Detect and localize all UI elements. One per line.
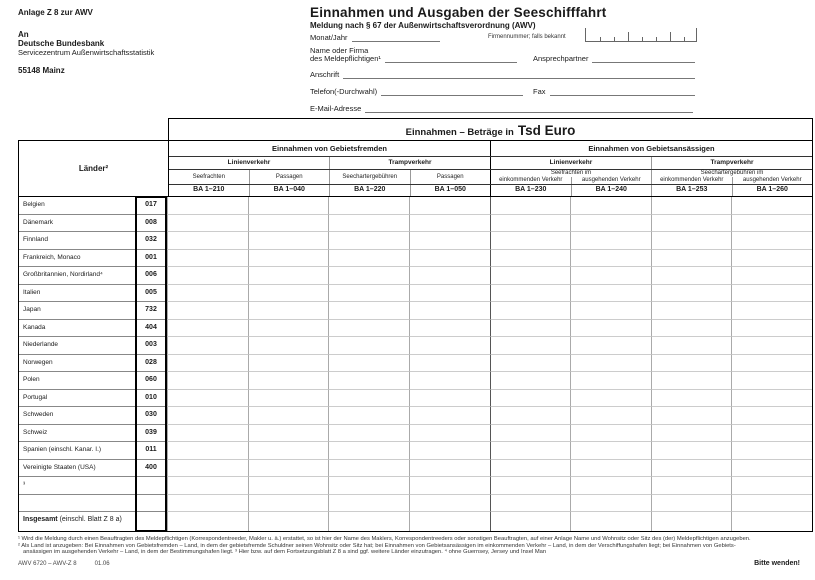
data-cell[interactable] <box>248 267 329 285</box>
col-group-seefrachten-im: Seefrachten im <box>550 170 592 176</box>
table-title <box>169 119 812 141</box>
data-cell[interactable] <box>409 495 490 513</box>
data-cell[interactable] <box>570 407 651 425</box>
data-cell[interactable] <box>651 442 732 460</box>
country-code: 028 <box>135 355 167 373</box>
data-cell[interactable] <box>490 390 571 408</box>
table-row <box>19 302 812 320</box>
data-cell[interactable] <box>570 197 651 215</box>
data-cell[interactable] <box>731 197 812 215</box>
data-cell[interactable] <box>248 250 329 268</box>
data-cell[interactable] <box>167 390 248 408</box>
table-row <box>19 337 812 355</box>
total-cell[interactable] <box>328 512 409 531</box>
country-code: 010 <box>135 390 167 408</box>
country-code <box>135 477 167 495</box>
data-cell[interactable] <box>248 390 329 408</box>
country-name: Japan <box>19 302 135 320</box>
country-name: Schweiz <box>19 425 135 443</box>
table-header <box>168 118 813 197</box>
data-cell[interactable] <box>167 267 248 285</box>
data-cell[interactable] <box>570 355 651 373</box>
data-cell[interactable] <box>490 197 571 215</box>
data-cell[interactable] <box>167 250 248 268</box>
table-row <box>19 495 812 513</box>
data-cell[interactable] <box>328 337 409 355</box>
data-cell[interactable] <box>490 250 571 268</box>
data-cell[interactable] <box>651 232 732 250</box>
data-cell[interactable] <box>409 285 490 303</box>
table-row <box>19 425 812 443</box>
country-code: 006 <box>135 267 167 285</box>
data-cell[interactable] <box>248 320 329 338</box>
country-name: Spanien (einschl. Kanar. I.) <box>19 442 135 460</box>
contact-label: Ansprechpartner <box>533 54 589 63</box>
mode-liner-right: Linienverkehr <box>549 159 593 166</box>
data-cell[interactable] <box>731 460 812 478</box>
country-name: Belgien <box>19 197 135 215</box>
firm-number-label: Firmennummer; falls bekannt <box>488 34 566 40</box>
col-incoming-tramp: einkommenden Verkehr <box>660 177 724 183</box>
data-cell[interactable] <box>409 355 490 373</box>
page-subtitle: Meldung nach § 67 der Außenwirtschaftsverordnung (AWV) <box>310 21 536 30</box>
data-cell[interactable] <box>490 285 571 303</box>
data-cell[interactable] <box>731 355 812 373</box>
mode-liner-left: Linienverkehr <box>227 159 271 166</box>
countries-column-header: Länder² <box>18 140 168 197</box>
country-code: 400 <box>135 460 167 478</box>
data-cell[interactable] <box>570 232 651 250</box>
data-cell[interactable] <box>409 337 490 355</box>
data-cell[interactable] <box>570 372 651 390</box>
data-cell[interactable] <box>731 390 812 408</box>
data-cell[interactable] <box>570 302 651 320</box>
country-code: 032 <box>135 232 167 250</box>
data-cell[interactable] <box>248 355 329 373</box>
data-cell[interactable] <box>570 267 651 285</box>
table-row <box>19 372 812 390</box>
contact-row <box>533 54 695 63</box>
data-cell[interactable] <box>731 232 812 250</box>
data-cell[interactable] <box>490 215 571 233</box>
addressee-city: 55148 Mainz <box>18 66 65 75</box>
data-cell[interactable] <box>570 285 651 303</box>
data-cell[interactable] <box>651 215 732 233</box>
data-cell[interactable] <box>409 197 490 215</box>
data-cell[interactable] <box>651 372 732 390</box>
data-cell[interactable] <box>167 442 248 460</box>
data-cell[interactable] <box>731 477 812 495</box>
data-cell[interactable] <box>328 407 409 425</box>
data-cell[interactable] <box>328 460 409 478</box>
total-cell[interactable] <box>167 512 248 531</box>
data-cell[interactable] <box>409 302 490 320</box>
data-cell[interactable] <box>651 495 732 513</box>
data-cell[interactable] <box>328 215 409 233</box>
data-cell[interactable] <box>167 232 248 250</box>
ba-code-2: BA 1–040 <box>249 185 330 196</box>
col-group-charter-im: Seechartergebühren im <box>700 170 764 176</box>
data-cell[interactable] <box>731 495 812 513</box>
total-cell[interactable] <box>409 512 490 531</box>
ba-code-3: BA 1–220 <box>329 185 410 196</box>
data-cell[interactable] <box>409 442 490 460</box>
data-cell[interactable] <box>651 425 732 443</box>
name-label-line2: des Meldepflichtigen¹ <box>310 54 381 63</box>
annex-label: Anlage Z 8 zur AWV <box>18 8 93 17</box>
total-cell[interactable] <box>651 512 732 531</box>
data-cell[interactable] <box>328 197 409 215</box>
data-cell[interactable] <box>167 407 248 425</box>
data-cell[interactable] <box>651 250 732 268</box>
table-row <box>19 215 812 233</box>
table-row <box>19 267 812 285</box>
mode-tramp-right: Trampverkehr <box>651 157 812 169</box>
report-table <box>18 118 813 531</box>
table-body <box>18 197 813 532</box>
data-cell[interactable] <box>328 425 409 443</box>
data-cell[interactable] <box>248 302 329 320</box>
data-cell[interactable] <box>731 407 812 425</box>
fax-row <box>533 87 695 96</box>
data-cell[interactable] <box>570 442 651 460</box>
data-cell[interactable] <box>651 407 732 425</box>
data-cell[interactable] <box>167 215 248 233</box>
data-cell[interactable] <box>248 407 329 425</box>
data-cell[interactable] <box>328 267 409 285</box>
data-cell[interactable] <box>167 197 248 215</box>
ba-code-7: BA 1–253 <box>651 185 732 196</box>
data-cell[interactable] <box>490 460 571 478</box>
country-name: Finnland <box>19 232 135 250</box>
table-row <box>19 442 812 460</box>
addressee-to: An <box>18 30 29 39</box>
data-cell[interactable] <box>731 425 812 443</box>
country-code: 404 <box>135 320 167 338</box>
data-cell[interactable] <box>731 302 812 320</box>
data-cell[interactable] <box>731 337 812 355</box>
form-version: 01.06 <box>94 561 110 567</box>
month-year-input[interactable] <box>352 33 440 42</box>
data-cell[interactable] <box>328 355 409 373</box>
data-cell[interactable] <box>409 320 490 338</box>
table-row <box>19 197 812 215</box>
data-cell[interactable] <box>167 355 248 373</box>
email-label: E-Mail-Adresse <box>310 104 362 113</box>
phone-input[interactable] <box>381 87 523 96</box>
data-cell[interactable] <box>731 250 812 268</box>
group-residents: Einnahmen von Gebietsansässigen <box>490 141 812 156</box>
phone-row <box>310 87 523 96</box>
country-name: Dänemark <box>19 215 135 233</box>
data-cell[interactable] <box>409 267 490 285</box>
data-cell[interactable] <box>490 407 571 425</box>
country-code: 732 <box>135 302 167 320</box>
data-cell[interactable] <box>490 477 571 495</box>
data-cell[interactable] <box>409 215 490 233</box>
data-cell[interactable] <box>328 390 409 408</box>
data-cell[interactable] <box>490 337 571 355</box>
data-cell[interactable] <box>570 320 651 338</box>
country-name: Kanada <box>19 320 135 338</box>
data-cell[interactable] <box>167 372 248 390</box>
data-cell[interactable] <box>731 372 812 390</box>
data-cell[interactable] <box>570 460 651 478</box>
data-cell[interactable] <box>651 355 732 373</box>
total-country-code <box>135 512 167 531</box>
month-year-label: Monat/Jahr <box>310 33 348 42</box>
contact-input[interactable] <box>592 54 695 63</box>
data-cell[interactable] <box>167 425 248 443</box>
address-row <box>310 70 695 79</box>
ba-code-4: BA 1–050 <box>410 185 491 196</box>
data-cell[interactable] <box>490 495 571 513</box>
data-cell[interactable] <box>731 285 812 303</box>
data-cell[interactable] <box>570 425 651 443</box>
data-cell[interactable] <box>731 320 812 338</box>
total-cell[interactable] <box>570 512 651 531</box>
country-name: Italien <box>19 285 135 303</box>
data-cell[interactable] <box>651 337 732 355</box>
col-passagen-2: Passagen <box>410 170 491 184</box>
table-row <box>19 250 812 268</box>
group-header-row <box>169 141 812 157</box>
data-cell[interactable] <box>731 267 812 285</box>
country-code: 030 <box>135 407 167 425</box>
table-title-unit: Tsd Euro <box>517 123 576 138</box>
data-cell[interactable] <box>490 232 571 250</box>
col-passagen-1: Passagen <box>249 170 330 184</box>
data-cell[interactable] <box>490 372 571 390</box>
name-input[interactable] <box>385 54 517 63</box>
addressee-org: Deutsche Bundesbank <box>18 39 105 48</box>
ba-code-8: BA 1–260 <box>732 185 813 196</box>
country-code: 001 <box>135 250 167 268</box>
data-cell[interactable] <box>651 320 732 338</box>
data-cell[interactable] <box>167 302 248 320</box>
turn-over-note: Bitte wenden! <box>754 560 800 567</box>
column-label-row <box>169 170 812 185</box>
data-cell[interactable] <box>731 442 812 460</box>
data-cell[interactable] <box>409 460 490 478</box>
data-cell[interactable] <box>651 267 732 285</box>
data-cell[interactable] <box>328 302 409 320</box>
data-cell[interactable] <box>248 442 329 460</box>
table-row <box>19 232 812 250</box>
data-cell[interactable] <box>490 442 571 460</box>
data-cell[interactable] <box>248 477 329 495</box>
ba-code-1: BA 1–210 <box>193 186 225 193</box>
data-cell[interactable] <box>651 477 732 495</box>
data-cell[interactable] <box>651 390 732 408</box>
data-cell[interactable] <box>328 250 409 268</box>
data-cell[interactable] <box>167 320 248 338</box>
data-cell[interactable] <box>409 477 490 495</box>
data-cell[interactable] <box>167 477 248 495</box>
footnote-2: ² Als Land ist anzugeben: Bei Einnahmen von Gebietsfremden – Land, in dem der gebietsfremde Schuldner seinen Wohnsitz oder Sitz hat; bei Einnahmen von Gebietsansässigen im einkommenden Verkehr – Land, in dem der Verschiffungshafen liegt; bei Einnahmen von Gebiets- <box>18 542 736 549</box>
mode-tramp-left: Trampverkehr <box>329 157 490 169</box>
data-cell[interactable] <box>570 495 651 513</box>
total-cell[interactable] <box>731 512 812 531</box>
addressee-dept: Servicezentrum Außenwirtschaftsstatistik <box>18 48 155 57</box>
ba-code-row <box>169 185 812 196</box>
data-cell[interactable] <box>248 285 329 303</box>
email-row <box>310 104 693 113</box>
data-cell[interactable] <box>570 477 651 495</box>
country-code: 011 <box>135 442 167 460</box>
country-code: 003 <box>135 337 167 355</box>
data-cell[interactable] <box>248 372 329 390</box>
table-row <box>19 390 812 408</box>
data-cell[interactable] <box>651 285 732 303</box>
footnotes <box>18 536 812 556</box>
data-cell[interactable] <box>409 372 490 390</box>
data-cell[interactable] <box>731 215 812 233</box>
table-row <box>19 477 812 495</box>
table-row <box>19 320 812 338</box>
data-cell[interactable] <box>490 355 571 373</box>
data-cell[interactable] <box>328 495 409 513</box>
total-row <box>19 512 812 531</box>
firm-number-input[interactable] <box>585 28 697 42</box>
data-cell[interactable] <box>328 442 409 460</box>
fax-label: Fax <box>533 87 546 96</box>
table-row <box>19 460 812 478</box>
footnote-3: ansässigen im ausgehenden Verkehr – Land, in dem der Bestimmungshafen liegt. ³ Hier bzw. auf dem Fortsetzungsblatt Z 8 a sind ggf. weitere Länder einzutragen. ⁴ ohne Guernsey, Jersey und Insel Man <box>23 549 547 555</box>
fax-input[interactable] <box>550 87 695 96</box>
table-title-prefix: Einnahmen – Beträge in <box>405 127 514 138</box>
table-row <box>19 407 812 425</box>
col-incoming-liner: einkommenden Verkehr <box>499 177 563 183</box>
name-label-line1: Name oder Firma <box>310 46 369 55</box>
data-cell[interactable] <box>328 232 409 250</box>
data-cell[interactable] <box>570 250 651 268</box>
address-input[interactable] <box>343 70 695 79</box>
col-outgoing-tramp: ausgehenden Verkehr <box>732 177 813 184</box>
form-code-line <box>18 561 110 567</box>
data-cell[interactable] <box>167 337 248 355</box>
data-cell[interactable] <box>248 232 329 250</box>
data-cell[interactable] <box>328 477 409 495</box>
data-cell[interactable] <box>490 267 571 285</box>
data-cell[interactable] <box>490 425 571 443</box>
data-cell[interactable] <box>328 320 409 338</box>
col-seechartergebuehren: Seechartergebühren <box>329 170 410 184</box>
data-cell[interactable] <box>409 232 490 250</box>
phone-label: Telefon(-Durchwahl) <box>310 87 378 96</box>
email-input[interactable] <box>365 104 693 113</box>
country-name: Frankreich, Monaco <box>19 250 135 268</box>
data-cell[interactable] <box>570 390 651 408</box>
data-cell[interactable] <box>490 320 571 338</box>
group-nonresidents: Einnahmen von Gebietsfremden <box>271 144 388 153</box>
col-seefrachten: Seefrachten <box>192 174 225 180</box>
ba-code-5: BA 1–230 <box>490 185 571 196</box>
month-year-row <box>310 33 440 42</box>
ba-code-6: BA 1–240 <box>571 185 652 196</box>
data-cell[interactable] <box>409 390 490 408</box>
country-name: Norwegen <box>19 355 135 373</box>
footnote-1: ¹ Wird die Meldung durch einen Beauftragten des Meldepflichtigen (Korrespondentreeder, Makler u. ä.) erstattet, so ist hier der Name des Maklers, Korrespondentreeders oder sonstigen Beauftragten, auf einer Anlage Name und Wohnsitz oder Sitz des (der) Meldepflichtigen anzugeben. <box>18 536 751 542</box>
country-name <box>19 495 135 513</box>
table-row <box>19 355 812 373</box>
data-cell[interactable] <box>570 337 651 355</box>
country-name: Schweden <box>19 407 135 425</box>
data-cell[interactable] <box>248 215 329 233</box>
data-cell[interactable] <box>409 250 490 268</box>
data-cell[interactable] <box>570 215 651 233</box>
country-name: ³ <box>19 477 135 495</box>
country-code <box>135 495 167 513</box>
data-cell[interactable] <box>248 197 329 215</box>
data-cell[interactable] <box>167 285 248 303</box>
country-code: 017 <box>135 197 167 215</box>
data-cell[interactable] <box>651 460 732 478</box>
country-code: 005 <box>135 285 167 303</box>
country-code: 060 <box>135 372 167 390</box>
total-cell[interactable] <box>490 512 571 531</box>
country-code: 039 <box>135 425 167 443</box>
data-cell[interactable] <box>167 460 248 478</box>
data-cell[interactable] <box>651 197 732 215</box>
data-cell[interactable] <box>328 285 409 303</box>
country-name: Portugal <box>19 390 135 408</box>
total-cell[interactable] <box>248 512 329 531</box>
data-cell[interactable] <box>409 425 490 443</box>
data-cell[interactable] <box>248 337 329 355</box>
address-label: Anschrift <box>310 70 340 79</box>
table-row <box>19 285 812 303</box>
name-row <box>310 54 517 63</box>
data-cell[interactable] <box>248 495 329 513</box>
total-label: Insgesamt (einschl. Blatt Z 8 a) <box>23 516 122 523</box>
country-code: 008 <box>135 215 167 233</box>
data-cell[interactable] <box>490 302 571 320</box>
data-cell[interactable] <box>167 495 248 513</box>
country-name: Polen <box>19 372 135 390</box>
page-title: Einnahmen und Ausgaben der Seeschifffahrt <box>310 5 607 20</box>
data-cell[interactable] <box>248 460 329 478</box>
col-outgoing-liner: ausgehenden Verkehr <box>571 177 652 184</box>
data-cell[interactable] <box>651 302 732 320</box>
country-name: Vereinigte Staaten (USA) <box>19 460 135 478</box>
form-code: AWV 6720 – AWV-Z 8 <box>18 561 77 567</box>
traffic-mode-row <box>169 157 812 170</box>
data-cell[interactable] <box>409 407 490 425</box>
data-cell[interactable] <box>248 425 329 443</box>
country-name: Großbritannien, Nordirland⁴ <box>19 267 135 285</box>
country-name: Niederlande <box>19 337 135 355</box>
data-cell[interactable] <box>328 372 409 390</box>
